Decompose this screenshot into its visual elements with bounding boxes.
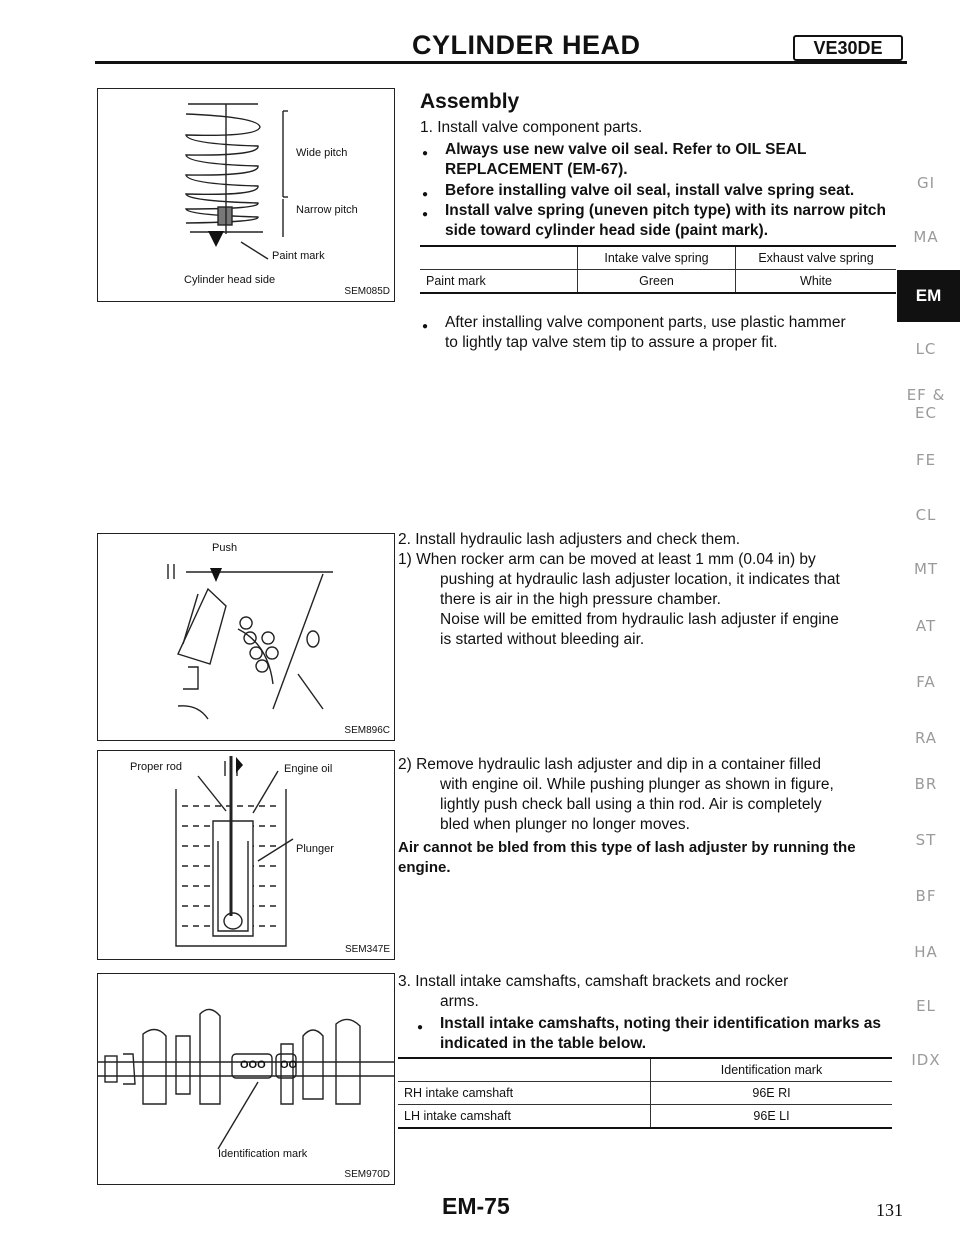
sidebar-tab-at[interactable]: AT	[915, 617, 937, 635]
camshaft-table: Identification mark RH intake camshaft 96E RI LH intake camshaft 96E LI	[398, 1057, 892, 1129]
sidebar-tab-st[interactable]: ST	[915, 831, 937, 849]
figure-bleed-adjuster	[97, 750, 395, 960]
step-3: 3. Install intake camshafts, camshaft brackets and rocker arms.	[398, 973, 789, 1010]
sidebar-tab-ef[interactable]: EF &	[906, 386, 946, 404]
figure-code: SEM347E	[344, 944, 390, 955]
valve-spring-drawing	[98, 89, 394, 301]
section-page-code: EM-75	[442, 1193, 510, 1219]
page-title: CYLINDER HEAD	[412, 30, 641, 60]
bullet-narrow-pitch: ● Install valve spring (uneven pitch type) with its narrow pitch side toward cylinder head side (paint mark).	[445, 201, 900, 241]
narrow-pitch-label: Narrow pitch	[296, 204, 358, 216]
figure-push-rocker	[97, 533, 395, 741]
sidebar-tab-em[interactable]: EM	[897, 270, 960, 322]
bullet-oil-seal: ● Always use new valve oil seal. Refer to OIL SEAL REPLACEMENT (EM-67).	[445, 140, 900, 180]
sidebar-tab-el[interactable]: EL	[916, 997, 936, 1015]
step-2-sub-1: 1) When rocker arm can be moved at least 1 mm (0.04 in) by pushing at hydraulic lash adjuster location, it indicates that there is air in the high pressure chamber. Noise will be emitted from hydraulic lash adjuster if engine is started without bleeding air.	[398, 551, 840, 648]
sidebar-tab-fa[interactable]: FA	[916, 673, 936, 691]
engine-badge: VE30DE	[793, 35, 903, 61]
paint-mark-label: Paint mark	[272, 250, 325, 262]
proper-rod-label: Proper rod	[130, 761, 182, 773]
sidebar-tab-gi[interactable]: GI	[916, 174, 936, 192]
figure-valve-spring	[97, 88, 395, 302]
sidebar-tab-ha[interactable]: HA	[914, 943, 938, 961]
spring-table: Intake valve spring Exhaust valve spring Paint mark Green White	[420, 245, 896, 294]
figure-code: SEM085D	[344, 286, 390, 297]
sidebar-tab-idx[interactable]: IDX	[911, 1051, 941, 1069]
header-rule	[95, 61, 907, 64]
page-number: 131	[876, 1200, 903, 1220]
identification-mark-label: Identification mark	[218, 1148, 308, 1160]
sidebar-tab-ra[interactable]: RA	[914, 729, 938, 747]
sidebar-tab-fe[interactable]: FE	[915, 451, 937, 469]
bullet-spring-seat: ● Before installing valve oil seal, install valve spring seat.	[445, 181, 900, 201]
sidebar-tab-cl[interactable]: CL	[915, 506, 937, 524]
step-2: 2. Install hydraulic lash adjusters and check them.	[398, 531, 741, 548]
sidebar-tab-ec[interactable]: EC	[915, 404, 937, 422]
bullet-identification: ● Install intake camshafts, noting their identification marks as indicated in the table below.	[440, 1014, 900, 1054]
arrow-icon	[208, 231, 224, 247]
step-2-sub-2: 2) Remove hydraulic lash adjuster and dip in a container filled with engine oil. While pushing plunger as shown in figure, lightly push check ball using a thin rod. Air is completely bled when plunger no longer moves.	[398, 756, 834, 833]
wide-pitch-label: Wide pitch	[296, 147, 348, 159]
section-title: Assembly	[420, 90, 520, 113]
sidebar-tab-bf[interactable]: BF	[915, 887, 937, 905]
container-drawing	[98, 751, 394, 959]
warning-note: Air cannot be bled from this type of lash adjuster by running the engine.	[398, 839, 856, 876]
rocker-arm-drawing	[98, 534, 394, 740]
step-1: 1. Install valve component parts.	[420, 119, 643, 136]
plunger-label: Plunger	[296, 843, 334, 855]
stamp-2: OO	[280, 1059, 298, 1071]
figure-camshaft	[97, 973, 395, 1185]
cylinder-head-side-label: Cylinder head side	[184, 274, 276, 286]
arrow-icon	[210, 568, 222, 582]
sidebar-tab-br[interactable]: BR	[914, 775, 938, 793]
sidebar-tab-ma[interactable]: MA	[913, 228, 939, 246]
sidebar-tab-lc[interactable]: LC	[915, 340, 937, 358]
engine-oil-label: Engine oil	[284, 763, 333, 775]
figure-code: SEM970D	[344, 1169, 390, 1180]
push-label: Push	[212, 542, 238, 554]
stamp-1: OOO	[240, 1059, 266, 1071]
sidebar-tab-mt[interactable]: MT	[913, 560, 939, 578]
arrow-icon	[236, 757, 243, 773]
figure-code: SEM896C	[344, 725, 390, 736]
after-note: ● After installing valve component parts, use plastic hammer to lightly tap valve stem tip to assure a proper fit.	[445, 313, 900, 353]
